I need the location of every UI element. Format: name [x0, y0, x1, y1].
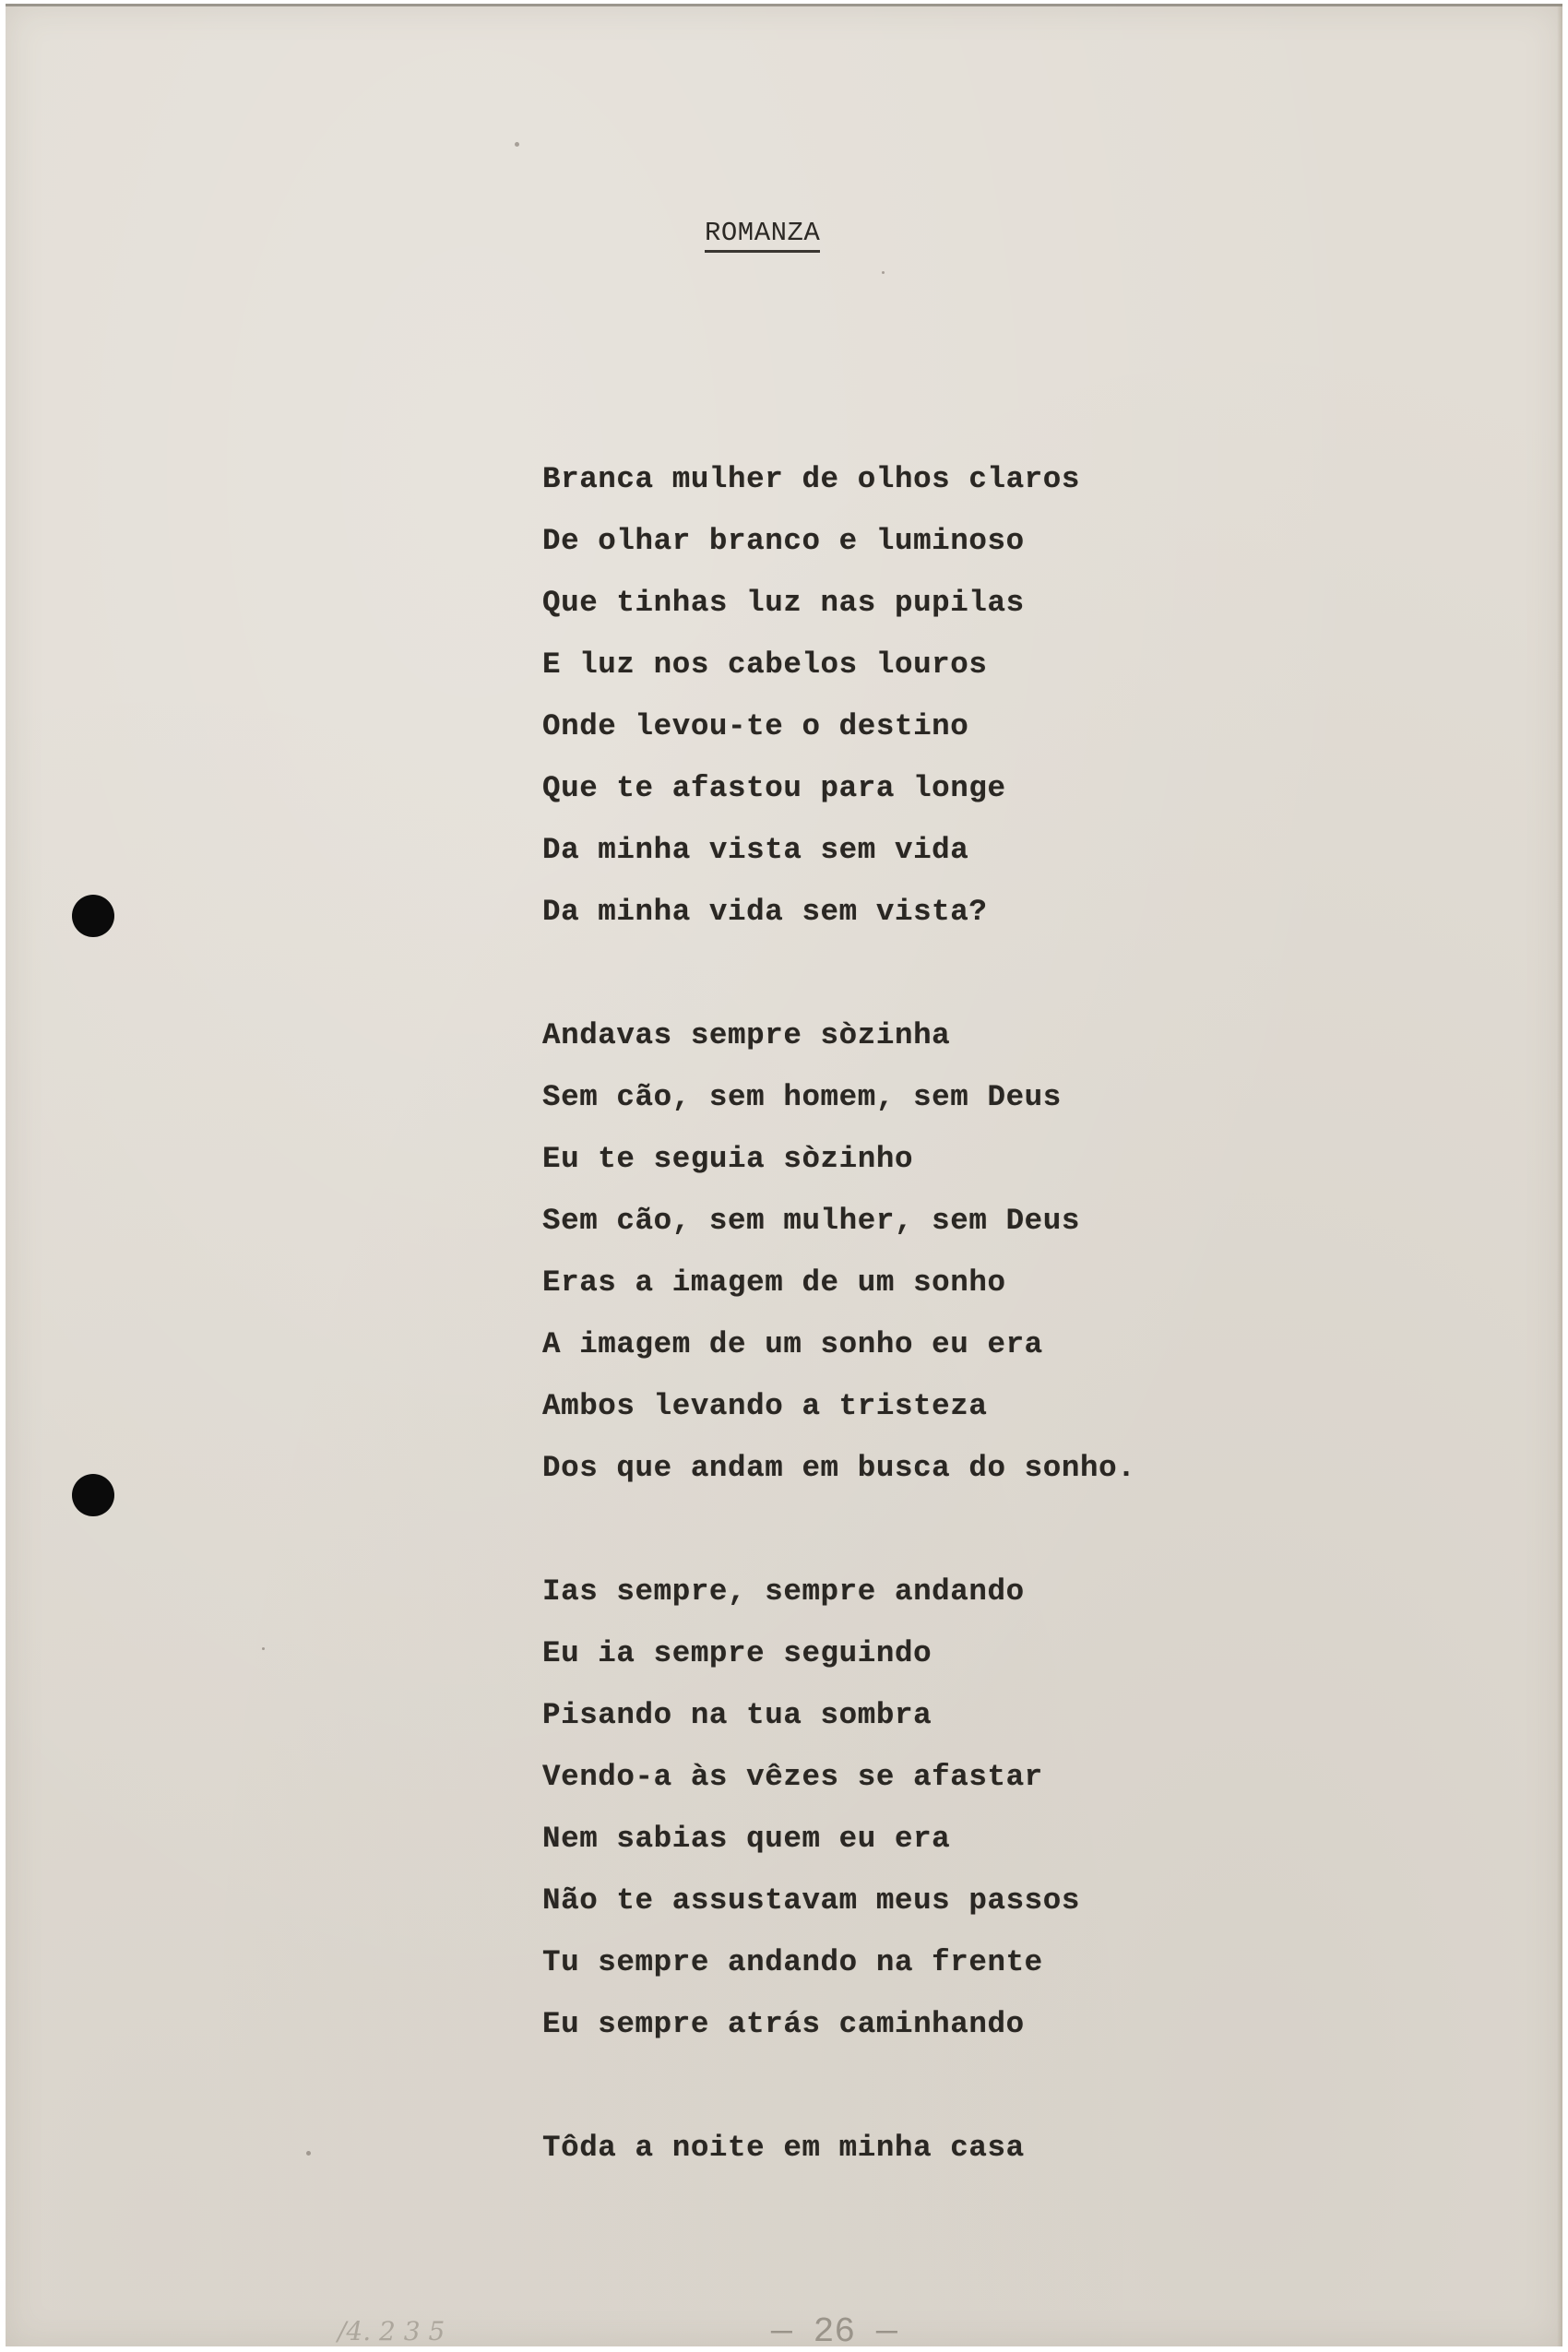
- stanza-3: [542, 1561, 1135, 2055]
- paper-speck: [515, 142, 519, 147]
- poem-line: Que te afastou para longe: [542, 771, 1006, 805]
- punch-hole-lower: [72, 1474, 114, 1516]
- poem-line: Ambos levando a tristeza: [542, 1389, 988, 1423]
- poem-line: Ias sempre, sempre andando: [542, 1574, 1025, 1609]
- stanza-gap: [542, 2055, 1135, 2117]
- pencil-annotation: /4. 2 3 5: [338, 2316, 445, 2346]
- stanza-4: [542, 2117, 1135, 2179]
- poem-line: Andavas sempre sòzinha: [542, 1018, 951, 1052]
- poem-line: Eu ia sempre seguindo: [542, 1636, 932, 1670]
- paper-speck: [882, 271, 885, 274]
- poem-line: A imagem de um sonho eu era: [542, 1327, 1043, 1361]
- sheet-right-edge: [1557, 4, 1562, 2346]
- poem-line: Onde levou-te o destino: [542, 709, 969, 743]
- poem-line: Dos que andam em busca do sonho.: [542, 1451, 1136, 1485]
- stanza-gap: [542, 943, 1135, 1004]
- poem-line: De olhar branco e luminoso: [542, 524, 1025, 558]
- poem-line: Nem sabias quem eu era: [542, 1822, 951, 1856]
- punch-hole-upper: [72, 895, 114, 937]
- poem-line: Tu sempre andando na frente: [542, 1945, 1043, 1979]
- poem-title: ROMANZA: [705, 220, 820, 253]
- poem-line: Eu te seguia sòzinho: [542, 1142, 914, 1176]
- poem-line: Sem cão, sem mulher, sem Deus: [542, 1204, 1080, 1238]
- poem-line: Branca mulher de olhos claros: [542, 462, 1080, 496]
- poem-line: Sem cão, sem homem, sem Deus: [542, 1080, 1062, 1114]
- paper-speck: [306, 2151, 311, 2156]
- stanza-1: [542, 448, 1135, 943]
- poem-line: Eras a imagem de um sonho: [542, 1265, 1006, 1300]
- paper-speck: [262, 1647, 265, 1650]
- poem-line: Da minha vista sem vida: [542, 833, 969, 867]
- poem-line: Não te assustavam meus passos: [542, 1883, 1080, 1918]
- page-number: — 26 —: [771, 2312, 897, 2352]
- poem-line: Tôda a noite em minha casa: [542, 2131, 1025, 2165]
- poem-line: Vendo-a às vêzes se afastar: [542, 1760, 1043, 1794]
- poem-line: Que tinhas luz nas pupilas: [542, 586, 1025, 620]
- stanza-2: [542, 1004, 1135, 1499]
- stanza-gap: [542, 1499, 1135, 1561]
- paper-sheet: [6, 4, 1562, 2352]
- poem-line: Da minha vida sem vista?: [542, 895, 988, 929]
- poem-line: Pisando na tua sombra: [542, 1698, 932, 1732]
- sheet-top-edge: [6, 4, 1562, 6]
- poem-body: [542, 448, 1135, 2179]
- poem-line: Eu sempre atrás caminhando: [542, 2007, 1025, 2041]
- poem-line: E luz nos cabelos louros: [542, 647, 988, 682]
